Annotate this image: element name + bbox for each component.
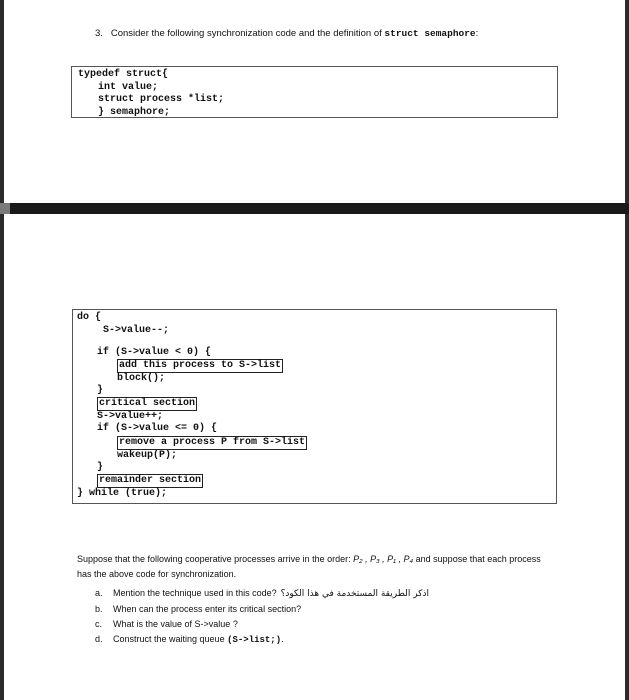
code-line: } semaphore; [98,106,171,118]
code-remove-from-list: remove a process P from S->list [119,437,306,448]
code-if-nonpositive: if (S->value <= 0) { [97,423,218,434]
code-wakeup: wakeup(P); [117,450,178,461]
code-critical-section: critical section [99,398,196,409]
sub-question-label: d. [95,634,103,644]
paragraph-text: and suppose that each process has the above code for synchronization. [77,554,541,579]
code-add-to-list: add this process to S->list [119,360,282,371]
question-colon: : [475,28,479,39]
sub-question-b [95,604,535,618]
code-if-negative: if (S->value < 0) { [97,347,212,358]
sub-question-c [95,619,535,633]
sub-question-period: . [281,634,284,644]
code-decrement: S->value--; [103,325,170,336]
sub-question-label: b. [95,604,103,614]
sub-question-d [95,634,535,648]
sub-question-english: Construct the waiting queue [113,634,225,644]
question-title [95,28,478,39]
code-remainder-section: remainder section [99,475,202,486]
code-line: typedef struct{ [78,69,169,80]
question-number: 3. [95,28,103,39]
paragraph-text: Suppose that the following cooperative processes arrive in the order: [77,554,351,564]
struct-code-box [71,66,558,118]
sub-question-label: c. [95,619,103,629]
sub-question-arabic: اذكر الطريقة المستخدمة في هذا الكود؟ [280,589,429,599]
code-line: struct process *list; [98,94,225,105]
question-intro: Consider the following synchronization code and the definition of [110,28,382,39]
divider-accent [0,203,10,214]
sub-question-english: Mention the technique used in this code? [113,588,277,598]
code-while: } while (true); [77,488,168,499]
sub-question-label: a. [95,588,103,598]
right-frame-border [625,0,629,700]
code-do: do { [77,312,102,323]
code-block: block(); [117,373,166,384]
process-order: P₂ , P₃ , P₁ , P₄ [353,554,414,564]
code-line: int value; [98,81,159,93]
code-close-brace: } [97,385,104,396]
sync-code-box [72,309,557,504]
sub-question-text [113,634,284,645]
code-increment: S->value++; [97,411,164,422]
sub-question-text [113,588,429,599]
problem-paragraph [77,552,557,582]
sub-question-text: When can the process enter its critical section? [113,604,302,614]
section-divider [0,203,629,214]
sub-question-a [95,588,535,602]
sub-question-text: What is the value of S->value ? [113,619,238,629]
code-close-brace: } [97,462,104,473]
question-keyword: struct semaphore [384,28,476,39]
left-frame-border [0,0,4,700]
sub-question-code: (S->list;) [227,635,282,645]
